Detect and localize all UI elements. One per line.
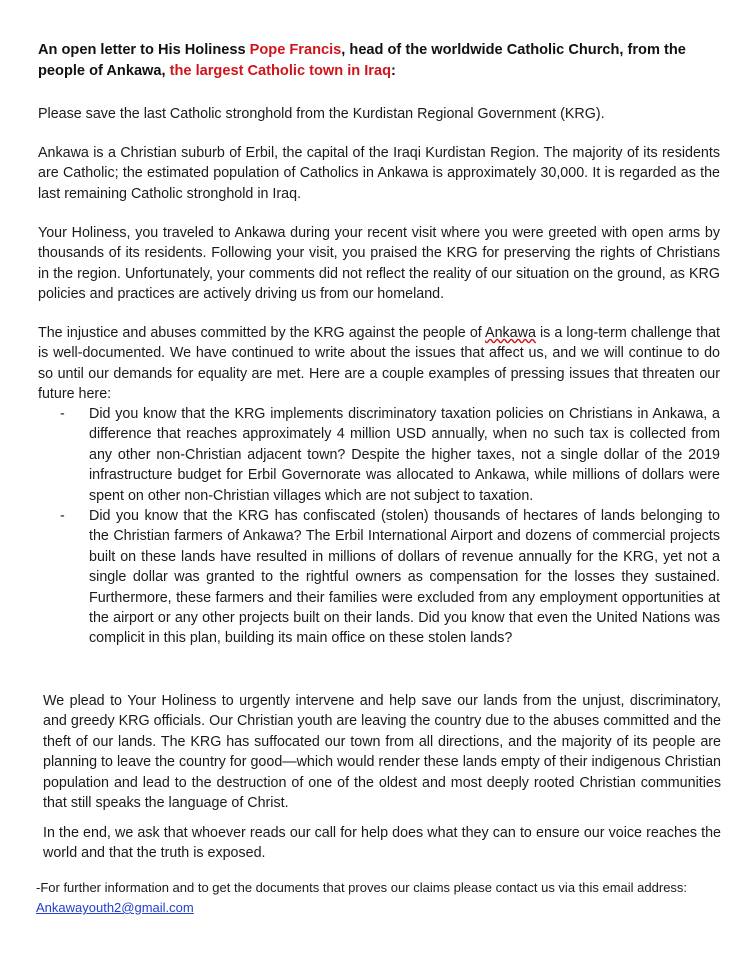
list-item bbox=[38, 506, 720, 649]
issue-land-confiscation: Did you know that the KRG has confiscated (stolen) thousands of hectares of lands belonging to the Christian farmers of Ankawa? The Erbil International Airport and dozens of commercial projects built on these lands have resulted in millions of dollars of revenue annually for the KRG, yet not a single dollar was granted to the rightful owners as compensation for the losses they sustained. Furthermore, these farmers and their families were excluded from any employment opportunities at the airport or any other projects built on their lands. Did you know that even the United Nations was complicit in this plan, building its main office on these stolen lands? bbox=[89, 508, 720, 647]
letter-heading bbox=[38, 40, 728, 82]
email-link[interactable]: Ankawayouth2@gmail.com bbox=[36, 900, 194, 915]
paragraph-conclusion: In the end, we ask that whoever reads our call for help does what they can to ensure our voice reaches the world and that the truth is exposed. bbox=[43, 825, 721, 862]
paragraph-ankawa-intro: Ankawa is a Christian suburb of Erbil, the capital of the Iraqi Kurdistan Region. The majority of its residents are Catholic; the estimated population of Catholics in Ankawa is approximately 30,000. It is regarded as the last remaining Catholic stronghold in Iraq. bbox=[38, 145, 720, 202]
heading-town-descriptor: the largest Catholic town in Iraq bbox=[169, 63, 392, 79]
contact-note: -For further information and to get the documents that proves our claims please contact us via this email address: bbox=[36, 880, 688, 895]
heading-colon: : bbox=[391, 63, 396, 79]
heading-text-2: , head of the worldwide Catholic Church, from the people of Ankawa, bbox=[38, 42, 686, 79]
contact-footer bbox=[36, 878, 736, 918]
ankawa-spellcheck-word: Ankawa bbox=[485, 325, 536, 341]
issues-list bbox=[38, 404, 720, 649]
bullet-dash: - bbox=[60, 406, 65, 422]
heading-text-1: An open letter to His Holiness bbox=[38, 42, 250, 58]
bullet-dash: - bbox=[60, 508, 65, 525]
paragraph-visit: Your Holiness, you traveled to Ankawa during your recent visit where you were greeted with open arms by thousands of its residents. Following your visit, you praised the KRG for preserving the rights of Christians in the region. Unfortunately, your comments did not reflect the reality of our situation on the ground, as KRG policies and practices are actively driving us from our homeland. bbox=[38, 225, 720, 303]
heading-pope-name: Pope Francis bbox=[249, 42, 342, 58]
injustice-text-2: is a long-term challenge that is well-documented. We have continued to write about the issues that affect us, and we will continue to do so until our demands for equality are met. Here are a couple examples of pressing issues that threaten our future here: bbox=[38, 325, 720, 403]
issue-taxation: Did you know that the KRG implements discriminatory taxation policies on Christians in Ankawa, a difference that reaches approximately 4 million USD annually, when no such tax is collected from any other non-Christian adjacent town? Despite the higher taxes, not a single dollar of the 2019 infrastructure budget for Erbil Governorate was allocated to Ankawa, while millions of dollars were spent on other non-Christian villages which are not subject to taxation. bbox=[89, 406, 720, 504]
paragraph-urgent-plea: We plead to Your Holiness to urgently intervene and help save our lands from the unjust, discriminatory, and greedy KRG officials. Our Christian youth are leaving the country due to the abuses committed and the theft of our lands. The KRG has suffocated our town from all directions, and the majority of its people are planning to leave the country for good—which would render these lands empty of their indigenous Christian population and lead to the destruction of one of the oldest and most deeply rooted Christian communities that still speaks the language of Christ. bbox=[43, 693, 721, 812]
paragraph-plea: Please save the last Catholic stronghold from the Kurdistan Regional Government (KRG). bbox=[38, 106, 605, 122]
list-item bbox=[38, 404, 720, 506]
injustice-text-1: The injustice and abuses committed by the KRG against the people of bbox=[38, 325, 486, 341]
paragraph-injustice bbox=[38, 323, 720, 405]
